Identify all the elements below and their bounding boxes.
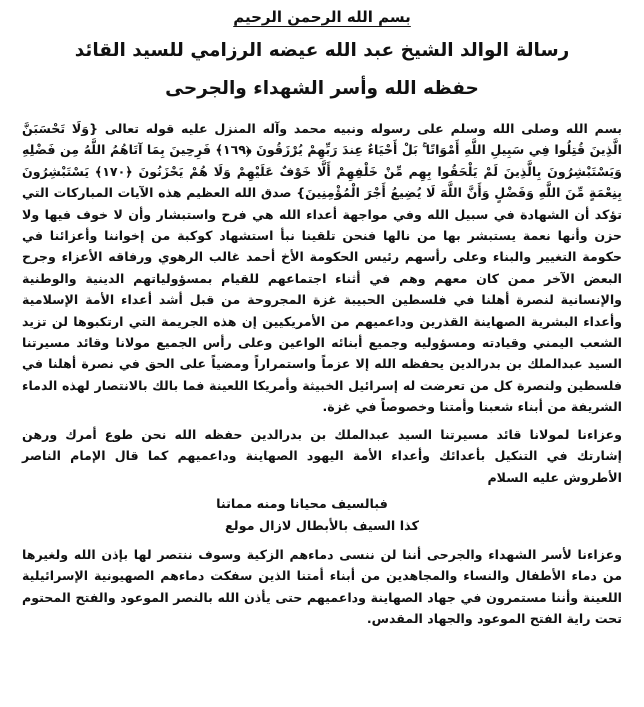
paragraph-opening-verses: بسم الله وصلى الله وسلم على رسوله ونبيه محمد وآله المنزل عليه قوله تعالى {وَلَا تَحْسَبَنَّ الَّذِينَ قُتِلُوا فِي سَبِيلِ اللَّهِ أَمْوَاتًا ۚ بَلْ أَحْيَاءٌ عِندَ رَبِّهِمْ يُرْزَقُونَ ﴿١٦٩﴾ فَرِحِينَ بِمَا آتَاهُمُ اللَّهُ مِن فَضْلِهِ وَيَسْتَبْشِرُونَ بِالَّذِينَ لَمْ يَلْحَقُوا بِهِم مِّنْ خَلْفِهِمْ أَلَّا خَوْفٌ عَلَيْهِمْ وَلَا هُمْ يَحْزَنُونَ ﴿١٧٠﴾ يَسْتَبْشِرُونَ بِنِعْمَةٍ مِّنَ اللَّهِ وَفَضْلٍ وَأَنَّ اللَّهَ لَا يُضِيعُ أَجْرَ الْمُؤْمِنِينَ} صدق الله العظيم هذه الآيات المباركات التي تؤكد أن الشهادة في سبيل الله وفي مواجهة أعداء الله هي فرح واستبشار وأن لا خوف فيها ولا حزن وأنها نعمة يستبشر بها من نالها فنحن تلقينا نبأ استشهاد كوكبة من إخواننا وأعزائنا في حكومة التغيير والبناء وعلى رأسهم رئيس الحكومة الأخ أحمد غالب الرهوي ورفاقه الأعزاء وجرح البعض الآخر ممن كان معهم وهم في أثناء اجتماعهم للقيام بمسؤولياتهم الدينية والوطنية والإنسانية لنصرة أهلنا في فلسطين الحبيبة غزة المجروحة من قبل أشد أعداء الأمة الإسلامية وأعداء البشرية الصهاينة القذرين وداعميهم من الأمريكيين إن هذه الجريمة التي ارتكبوها لن تزيد الشعب اليمني وقيادته ومسؤوليه وجميع أبنائه الواعين وعلى رأس الجميع مولانا وقائد مسيرتنا السيد عبدالملك بن بدرالدين يحفظه الله إلا عزماً واستمراراً ومضياً على الحق في نصرة أهلنا في فلسطين ولنصرة كل من تعرضت له إسرائيل الخبيثة وأمريكا اللعينة فما بالك بالانتصار لهذه الدماء الشريفة من أبناء شعبنا وأمتنا وخصوصاً في غزة. [22, 121, 622, 415]
poem-verse-line-1: فبالسيف محيانا ومنه مماتنا [216, 496, 388, 512]
letter-title-line-1: رسالة الوالد الشيخ عبد الله عيضه الرزامي للسيد القائد [74, 40, 570, 61]
letter-title-line-2: حفظه الله وأسر الشهداء والجرحى [165, 78, 479, 99]
paragraph-condolence-leader: وعزاءنا لمولانا قائد مسيرتنا السيد عبدالملك بن بدرالدين حفظه الله نحن طوع أمرك ورهن إشارتك في التنكيل بأعدائك وأعداء الأمة اليهود الصهاينة وداعميهم كما قال الإمام الناصر الأطروش عليه السلام [22, 426, 622, 485]
basmala-text: بسم الله الرحمن الرحيم [233, 8, 411, 26]
poem-verse-line-2: كذا السيف بالأبطال لازال مولع [225, 518, 419, 534]
basmala-heading [22, 6, 622, 28]
paragraph-condolence-families: وعزاءنا لأسر الشهداء والجرحى أننا لن ننسى دماءهم الزكية وسوف ننتصر لها بإذن الله ولغيرها من دماء الأطفال والنساء والمجاهدين من أبناء أمتنا الذين سفكت دماءهم الصهيونية الإسرائيلية اللعينة وأننا مستمرون في جهاد الصهاينة وداعميهم حتى يأذن الله بالنصر الموعود والفتح المحتوم تحت راية الفتح الموعود والجهاد المقدس. [22, 546, 622, 627]
